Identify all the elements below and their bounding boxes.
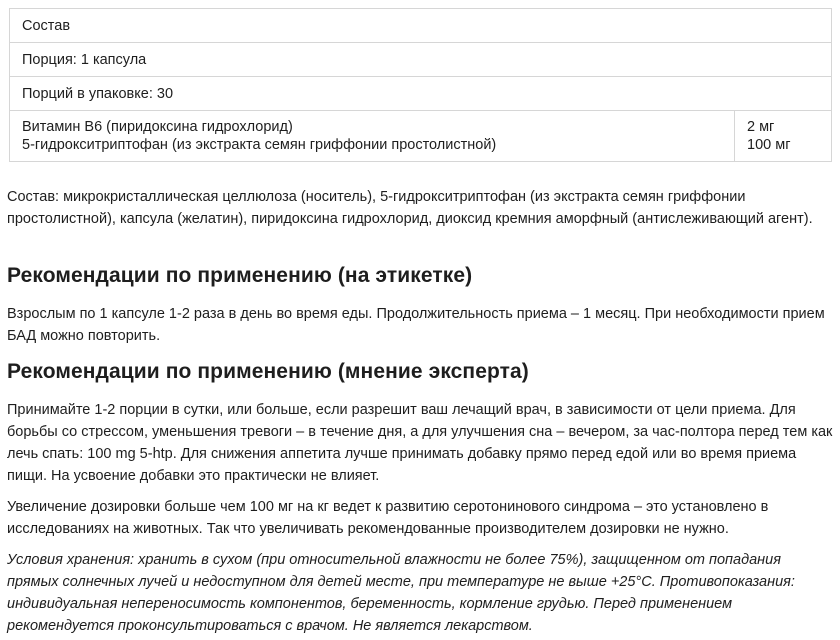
facts-header-row — [10, 9, 832, 43]
servings-per-container-row — [10, 77, 832, 111]
serving-size: Порция: 1 капсула — [10, 43, 832, 77]
ingredient-amount: 100 мг — [747, 137, 791, 153]
label-usage-heading: Рекомендации по применению (на этикетке) — [7, 264, 473, 287]
servings-per-container: Порций в упаковке: 30 — [10, 77, 832, 111]
serving-size-row — [10, 43, 832, 77]
label-usage-text: Взрослым по 1 капсуле 1-2 раза в день во время еды. Продолжительность приема – 1 месяц. При необходимости прием БАД можно повторить. — [7, 306, 825, 344]
ingredient-name: Витамин B6 (пиридоксина гидрохлорид) — [22, 119, 293, 135]
expert-usage-heading: Рекомендации по применению (мнение эксперта) — [7, 360, 529, 383]
composition-text: Состав: микрокристаллическая целлюлоза (носитель), 5-гидрокситриптофан (из экстракта семян гриффонии простолистной), капсула (желатин), пиридоксина гидрохлорид, диоксид кремния аморфный (антислеживающий агент). — [7, 189, 813, 227]
ingredients-row — [10, 111, 832, 162]
supplement-facts-table — [9, 8, 832, 162]
ingredient-amounts-cell — [735, 111, 832, 162]
ingredient-names-cell — [10, 111, 735, 162]
facts-header: Состав — [10, 9, 832, 43]
storage-note: Условия хранения: хранить в сухом (при относительной влажности не более 75%), защищенном от попадания прямых солнечных лучей и недоступном для детей месте, при температуре не выше +25°С. Противопоказания: индивидуальная непереносимость компонентов, беременность, кормление грудью. Перед применением рекомендуется проконсультироваться с врачом. Не является лекарством. — [7, 552, 795, 634]
dosage-warning-paragraph: Увеличение дозировки больше чем 100 мг на кг ведет к развитию серотонинового синдрома – это установлено в исследованиях на животных. Так что увеличивать рекомендованные производителем дозировки не нужно. — [7, 499, 769, 537]
expert-usage-paragraph: Принимайте 1-2 порции в сутки, или больше, если разрешит ваш лечащий врач, в зависимости от цели приема. Для борьбы со стрессом, уменьшения тревоги – в течение дня, а для улучшения сна – вечером, за час-полтора перед тем как лечь спать: 100 mg 5-htp. Для снижения аппетита лучше принимать добавку прямо перед едой или во время приема пищи. На усвоение добавки это практически не влияет. — [7, 402, 833, 484]
ingredient-name: 5-гидрокситриптофан (из экстракта семян гриффонии простолистной) — [22, 137, 497, 153]
ingredient-amount: 2 мг — [747, 119, 775, 135]
